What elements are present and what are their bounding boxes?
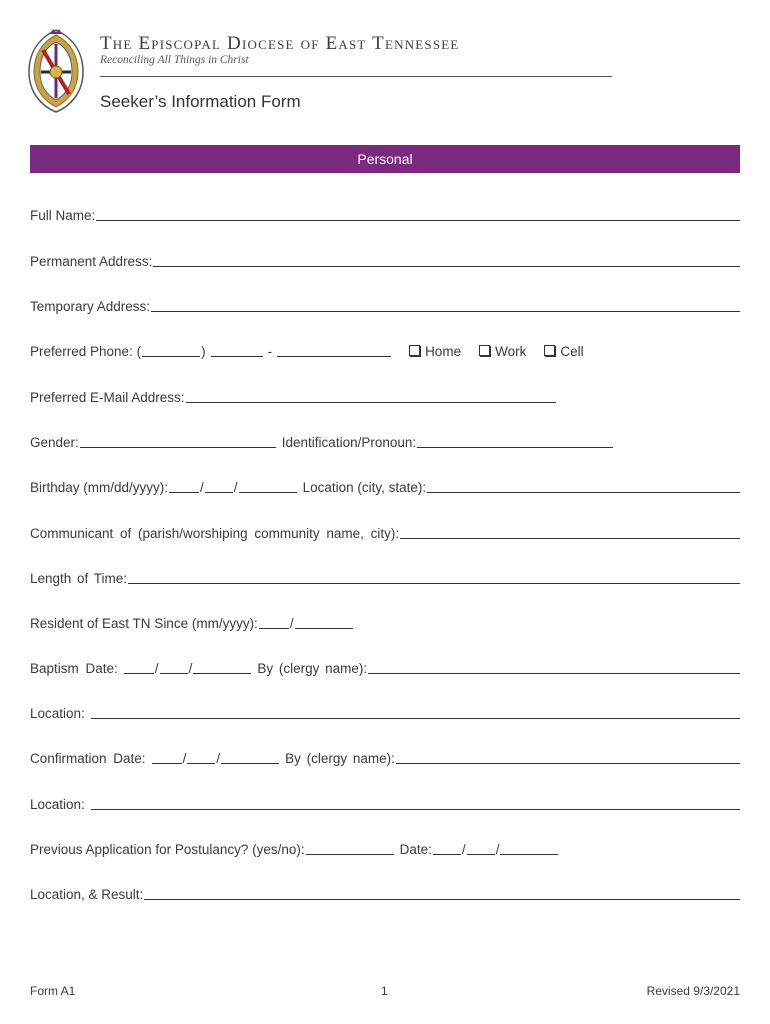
date-slash: /	[289, 616, 294, 631]
field-row-communicant	[30, 523, 740, 541]
temporary-address-field[interactable]	[151, 297, 740, 312]
confirmation-location-label: Location:	[30, 797, 85, 812]
confirmation-date-label: Confirmation Date:	[30, 751, 146, 766]
field-row-temporary-address	[30, 296, 740, 314]
communicant-field[interactable]	[400, 524, 740, 539]
pronoun-field[interactable]	[417, 433, 613, 448]
footer-revised-date: Revised 9/3/2021	[646, 984, 740, 998]
gender-field[interactable]	[80, 433, 276, 448]
phone-type-work[interactable]	[479, 344, 526, 359]
diocesan-seal-icon	[27, 28, 85, 114]
header-divider	[100, 76, 612, 77]
previous-date-label: Date:	[399, 842, 432, 857]
email-field[interactable]	[186, 388, 556, 403]
birthday-month-field[interactable]	[169, 478, 199, 493]
baptism-location-field[interactable]	[91, 704, 740, 719]
field-row-resident-since	[30, 613, 740, 631]
organization-tagline: Reconciling All Things in Christ	[100, 54, 249, 66]
date-slash: /	[154, 661, 159, 676]
field-row-confirmation-location	[30, 794, 740, 812]
field-row-previous-application	[30, 839, 740, 857]
permanent-address-label: Permanent Address:	[30, 254, 153, 269]
footer-page-number: 1	[381, 984, 388, 998]
birthday-label: Birthday (mm/dd/yyyy):	[30, 480, 169, 495]
full-name-field[interactable]	[96, 206, 740, 221]
date-slash: /	[182, 751, 187, 766]
phone-area-code-field[interactable]	[142, 342, 200, 357]
phone-type-work-label: Work	[495, 344, 527, 359]
form-title: Seeker’s Information Form	[100, 92, 301, 111]
footer-form-id: Form A1	[30, 984, 76, 998]
confirmation-year-field[interactable]	[221, 749, 279, 764]
baptism-year-field[interactable]	[193, 659, 251, 674]
permanent-address-field[interactable]	[153, 252, 740, 267]
pronoun-label: Identification/Pronoun:	[281, 435, 417, 450]
full-name-label: Full Name:	[30, 208, 96, 223]
resident-since-label: Resident of East TN Since (mm/yyyy):	[30, 616, 258, 631]
phone-prefix-field[interactable]	[211, 342, 263, 357]
organization-title: The Episcopal Diocese of East Tennessee	[100, 33, 460, 54]
field-row-email	[30, 387, 740, 405]
field-row-baptism-location	[30, 703, 740, 721]
baptism-by-label: By (clergy name):	[257, 661, 368, 676]
field-row-phone	[30, 341, 740, 359]
phone-close-paren: )	[201, 344, 206, 359]
date-slash: /	[188, 661, 193, 676]
field-row-baptism	[30, 658, 740, 676]
date-slash: /	[200, 480, 204, 495]
resident-year-field[interactable]	[295, 614, 353, 629]
phone-dash: -	[267, 344, 273, 359]
baptism-clergy-field[interactable]	[368, 659, 740, 674]
field-row-full-name	[30, 205, 740, 223]
birth-location-label: Location (city, state):	[302, 480, 427, 495]
previous-day-field[interactable]	[467, 840, 495, 855]
birthday-day-field[interactable]	[205, 478, 233, 493]
field-row-location-result	[30, 884, 740, 902]
field-row-birthday	[30, 477, 740, 495]
previous-application-label: Previous Application for Postulancy? (yes/no):	[30, 842, 305, 857]
date-slash: /	[461, 842, 466, 857]
length-of-time-label: Length of Time:	[30, 571, 128, 586]
phone-type-cell[interactable]	[544, 344, 583, 359]
date-slash: /	[233, 480, 238, 495]
confirmation-month-field[interactable]	[152, 749, 182, 764]
resident-month-field[interactable]	[259, 614, 289, 629]
baptism-location-label: Location:	[30, 706, 85, 721]
temporary-address-label: Temporary Address:	[30, 299, 151, 314]
confirmation-location-field[interactable]	[91, 795, 740, 810]
phone-type-home-label: Home	[425, 344, 462, 359]
previous-year-field[interactable]	[500, 840, 558, 855]
field-row-confirmation	[30, 748, 740, 766]
phone-number-field[interactable]	[277, 342, 391, 357]
confirmation-clergy-field[interactable]	[396, 749, 740, 764]
email-label: Preferred E-Mail Address:	[30, 390, 185, 405]
field-row-length-of-time	[30, 568, 740, 586]
date-slash: /	[495, 842, 500, 857]
phone-type-home[interactable]	[409, 344, 461, 359]
section-header-personal: Personal	[30, 145, 740, 173]
confirmation-day-field[interactable]	[187, 749, 215, 764]
date-slash: /	[216, 751, 221, 766]
field-row-gender	[30, 432, 740, 450]
previous-month-field[interactable]	[433, 840, 461, 855]
confirmation-by-label: By (clergy name):	[285, 751, 395, 766]
location-result-field[interactable]	[144, 885, 740, 900]
checkbox-icon[interactable]	[409, 345, 420, 356]
phone-type-cell-label: Cell	[560, 344, 584, 359]
gender-label: Gender:	[30, 435, 79, 450]
location-result-label: Location, & Result:	[30, 887, 144, 902]
field-row-permanent-address	[30, 251, 740, 269]
baptism-month-field[interactable]	[124, 659, 154, 674]
length-of-time-field[interactable]	[128, 569, 740, 584]
previous-application-field[interactable]	[306, 840, 394, 855]
checkbox-icon[interactable]	[544, 345, 555, 356]
birthday-year-field[interactable]	[239, 478, 297, 493]
baptism-date-label: Baptism Date:	[30, 661, 118, 676]
checkbox-icon[interactable]	[479, 345, 490, 356]
phone-label: Preferred Phone: (	[30, 344, 142, 359]
baptism-day-field[interactable]	[160, 659, 188, 674]
birth-location-field[interactable]	[427, 478, 740, 493]
communicant-label: Communicant of (parish/worshiping community name, city):	[30, 526, 400, 541]
